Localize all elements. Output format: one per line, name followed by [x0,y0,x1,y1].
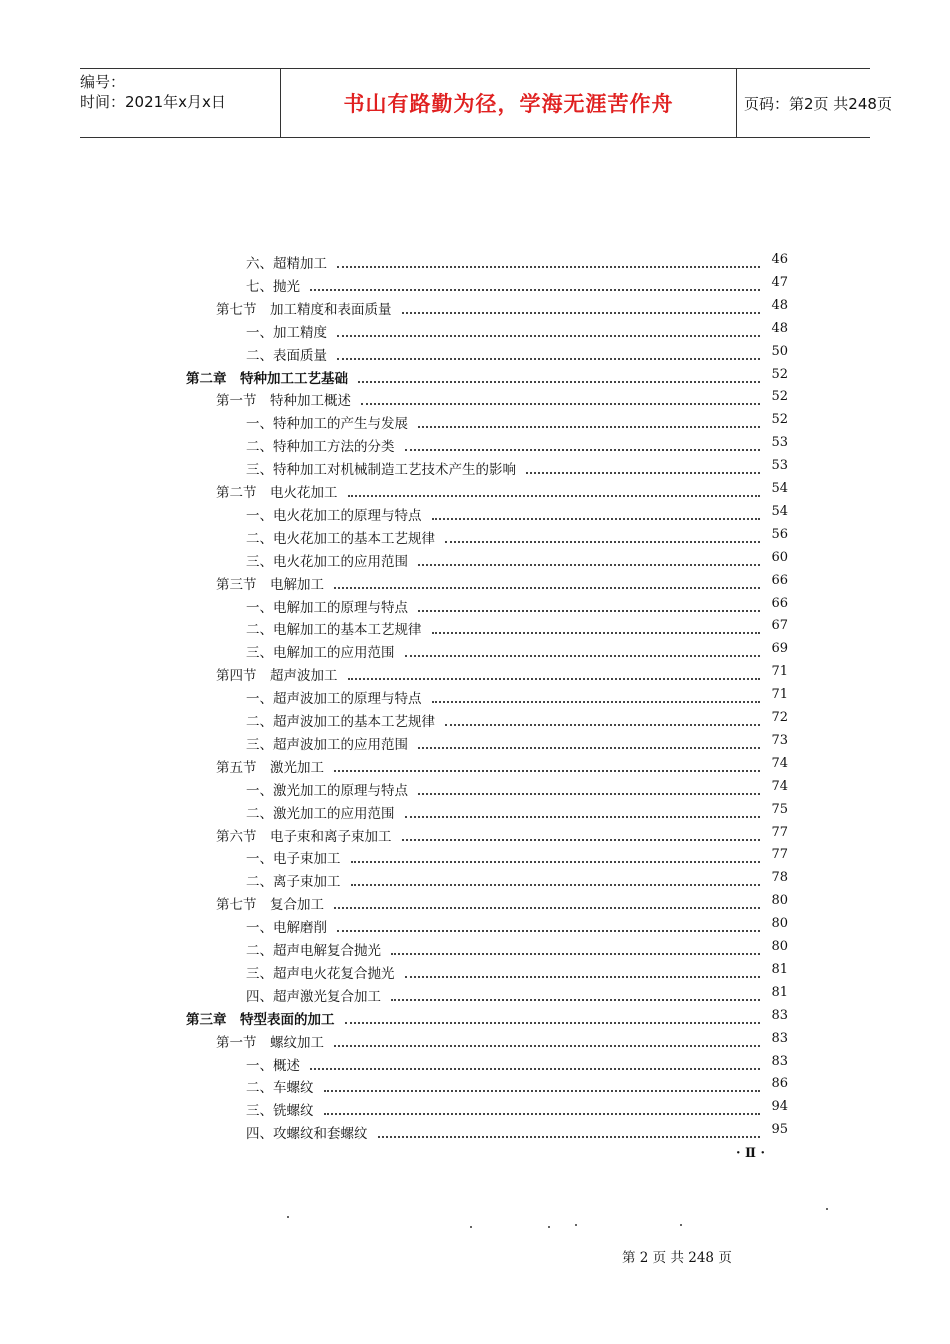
toc-entry-title: 二、电解加工的基本工艺规律 [246,622,422,639]
toc-page-number: 48 [771,320,788,336]
toc-entry-item [0,914,950,937]
toc-entry-title: 第六节 电子束和离子束加工 [216,828,392,845]
toc-entry-item [0,685,950,708]
toc-page-number: 80 [771,893,788,909]
toc-entry-item [0,1052,950,1075]
toc-entry-item [0,1120,950,1143]
toc-page-number: 66 [771,572,788,588]
toc-entry-title: 二、特种加工方法的分类 [246,439,395,456]
toc-page-number: 67 [771,618,788,634]
toc-page-number: 81 [771,961,788,977]
toc-leader-dots [324,1101,760,1115]
toc-entry-title: 二、离子束加工 [246,874,341,891]
toc-leader-dots [402,300,760,314]
toc-leader-dots [445,712,760,726]
toc-leader-dots [432,689,760,703]
toc-leader-dots [405,437,760,451]
toc-entry-item [0,594,950,617]
toc-leader-dots [418,552,760,566]
toc-leader-dots [418,735,760,749]
toc-entry-item [0,708,950,731]
toc-entry-title: 一、概述 [246,1057,300,1074]
toc-page-number: 71 [771,664,788,680]
toc-entry-item [0,342,950,365]
toc-page-number: 56 [771,526,788,542]
page-footer: 第 2 页 共 248 页 [622,1250,732,1266]
toc-leader-dots [418,414,760,428]
toc-leader-dots [418,598,760,612]
toc-entry-title: 三、电解加工的应用范围 [246,645,395,662]
toc-entry-chapter [0,365,950,388]
toc-page-number: 95 [771,1122,788,1138]
toc-page-number: 47 [771,274,788,290]
toc-page-number: 83 [771,1007,788,1023]
toc-entry-title: 七、抛光 [246,278,300,295]
toc-entry-title: 二、超声波加工的基本工艺规律 [246,714,435,730]
toc-entry-title: 四、超声激光复合加工 [246,988,381,1005]
toc-page-number: 77 [771,847,788,863]
toc-page-number: 54 [771,481,788,496]
toc-entry-title: 一、电火花加工的原理与特点 [246,507,422,524]
toc-entry-title: 一、电解磨削 [246,920,327,937]
scan-speck [826,1208,828,1210]
toc-leader-dots [334,895,760,909]
toc-entry-title: 一、电解加工的原理与特点 [246,599,408,616]
toc-leader-dots [348,483,760,497]
roman-page-number: · Ⅱ · [736,1146,766,1161]
toc-entry-title: 第一节 特种加工概述 [216,393,351,410]
toc-entry-item [0,960,950,983]
toc-entry-item [0,616,950,639]
toc-leader-dots [405,643,760,657]
document-time-label: 时间：2021年x月x日 [80,93,226,111]
toc-entry-item [0,845,950,868]
toc-leader-dots [351,849,760,863]
toc-entry-item [0,548,950,571]
toc-leader-dots [334,575,760,589]
scan-speck [548,1226,550,1228]
toc-entry-title: 三、特种加工对机械制造工艺技术产生的影响 [246,462,516,479]
toc-page-number: 72 [771,710,788,725]
toc-entry-title: 二、超声电解复合抛光 [246,943,381,959]
toc-page-number: 81 [771,984,788,1000]
toc-leader-dots [405,964,760,978]
toc-page-number: 48 [771,297,788,313]
toc-leader-dots [391,941,760,955]
toc-entry-item [0,273,950,296]
toc-entry-item [0,983,950,1006]
toc-entry-title: 二、激光加工的应用范围 [246,805,395,822]
toc-entry-title: 三、超声电火花复合抛光 [246,965,395,982]
toc-leader-dots [324,1078,760,1092]
toc-entry-title: 一、激光加工的原理与特点 [246,782,408,799]
toc-entry-item [0,433,950,456]
toc-entry-item [0,731,950,754]
toc-leader-dots [358,369,760,383]
toc-entry-item [0,319,950,342]
toc-entry-title: 第五节 激光加工 [216,759,324,776]
toc-entry-item [0,250,950,273]
toc-page-number: 52 [771,412,788,428]
header-page-info: 页码：第2页 共248页 [744,94,892,113]
toc-entry-title: 第二章 特种加工工艺基础 [186,370,348,387]
toc-page-number: 53 [771,435,788,451]
toc-entry-title: 二、车螺纹 [246,1080,314,1097]
toc-entry-section [0,479,950,502]
toc-page-number: 83 [771,1030,788,1046]
toc-entry-item [0,525,950,548]
toc-entry-title: 三、超声波加工的应用范围 [246,736,408,753]
toc-entry-title: 二、电火花加工的基本工艺规律 [246,530,435,547]
header-motto: 书山有路勤为径，学海无涯苦作舟 [280,69,737,137]
toc-page-number: 52 [771,366,788,382]
toc-page-number: 73 [771,732,788,748]
toc-leader-dots [337,346,760,360]
toc-page-number: 77 [771,824,788,840]
header-meta [80,69,280,140]
toc-leader-dots [405,804,760,818]
toc-page-number: 74 [771,778,788,794]
toc-entry-title: 一、超声波加工的原理与特点 [246,691,422,708]
toc-page-number: 71 [771,687,788,703]
toc-entry-section [0,387,950,410]
toc-leader-dots [526,460,760,474]
toc-entry-item [0,868,950,891]
toc-page-number: 74 [771,755,788,771]
toc-leader-dots [418,781,760,795]
toc-leader-dots [432,506,760,520]
toc-entry-title: 第一节 螺纹加工 [216,1034,324,1051]
toc-page-number: 60 [771,549,788,565]
toc-page-number: 54 [771,503,788,519]
toc-leader-dots [361,391,760,405]
toc-page-number: 66 [771,595,788,611]
toc-leader-dots [310,1056,760,1070]
toc-entry-item [0,937,950,960]
toc-leader-dots [345,1010,760,1024]
toc-entry-section [0,754,950,777]
document-number-label: 编号： [80,73,126,91]
toc-entry-section [0,662,950,685]
toc-entry-title: 六、超精加工 [246,256,327,272]
toc-entry-title: 一、电子束加工 [246,851,341,868]
toc-page-number: 94 [771,1099,788,1115]
scan-speck [575,1224,577,1226]
toc-leader-dots [391,987,760,1001]
toc-entry-title: 第七节 加工精度和表面质量 [216,301,392,318]
toc-leader-dots [351,872,760,886]
toc-entry-title: 二、表面质量 [246,347,327,364]
toc-entry-section [0,891,950,914]
toc-page-number: 78 [771,870,788,886]
toc-entry-item [0,777,950,800]
toc-entry-title: 第四节 超声波加工 [216,668,338,685]
toc-leader-dots [310,277,760,291]
toc-entry-title: 第三章 特型表面的加工 [186,1011,335,1028]
toc-page-number: 53 [771,458,788,474]
toc-page-number: 46 [771,252,788,267]
toc-leader-dots [348,666,760,680]
toc-leader-dots [337,254,760,268]
toc-entry-title: 一、加工精度 [246,324,327,341]
toc-entry-title: 第二节 电火花加工 [216,485,338,501]
toc-entry-section [0,1029,950,1052]
toc-entry-chapter [0,1006,950,1029]
toc-leader-dots [337,323,760,337]
toc-entry-item [0,456,950,479]
toc-page-number: 52 [771,389,788,405]
toc-entry-title: 第七节 复合加工 [216,897,324,914]
toc-entry-title: 三、电火花加工的应用范围 [246,553,408,570]
toc-entry-section [0,823,950,846]
toc-entry-title: 三、铣螺纹 [246,1103,314,1120]
toc-entry-item [0,1074,950,1097]
toc-entry-title: 第三节 电解加工 [216,576,324,593]
scan-speck [470,1226,472,1228]
toc-entry-item [0,410,950,433]
toc-entry-item [0,800,950,823]
toc-page-number: 50 [771,343,788,359]
scan-speck [680,1224,682,1226]
toc-page-number: 69 [771,641,788,657]
toc-page-number: 86 [771,1076,788,1092]
toc-entry-title: 四、攻螺纹和套螺纹 [246,1126,368,1143]
toc-page-number: 75 [771,801,788,817]
toc-leader-dots [445,529,760,543]
toc-leader-dots [334,1033,760,1047]
toc-entry-section [0,296,950,319]
toc-entry-item [0,1097,950,1120]
toc-page-number: 83 [771,1053,788,1069]
toc-entry-title: 一、特种加工的产生与发展 [246,416,408,433]
toc-page-number: 80 [771,939,788,954]
toc-page-number: 80 [771,916,788,932]
toc-leader-dots [432,620,760,634]
toc-leader-dots [402,827,760,841]
toc-leader-dots [378,1124,760,1138]
toc-leader-dots [337,918,760,932]
toc-entry-item [0,502,950,525]
toc-leader-dots [334,758,760,772]
scan-speck [287,1216,289,1218]
toc-entry-section [0,571,950,594]
page-header [80,68,892,138]
toc-entry-item [0,639,950,662]
